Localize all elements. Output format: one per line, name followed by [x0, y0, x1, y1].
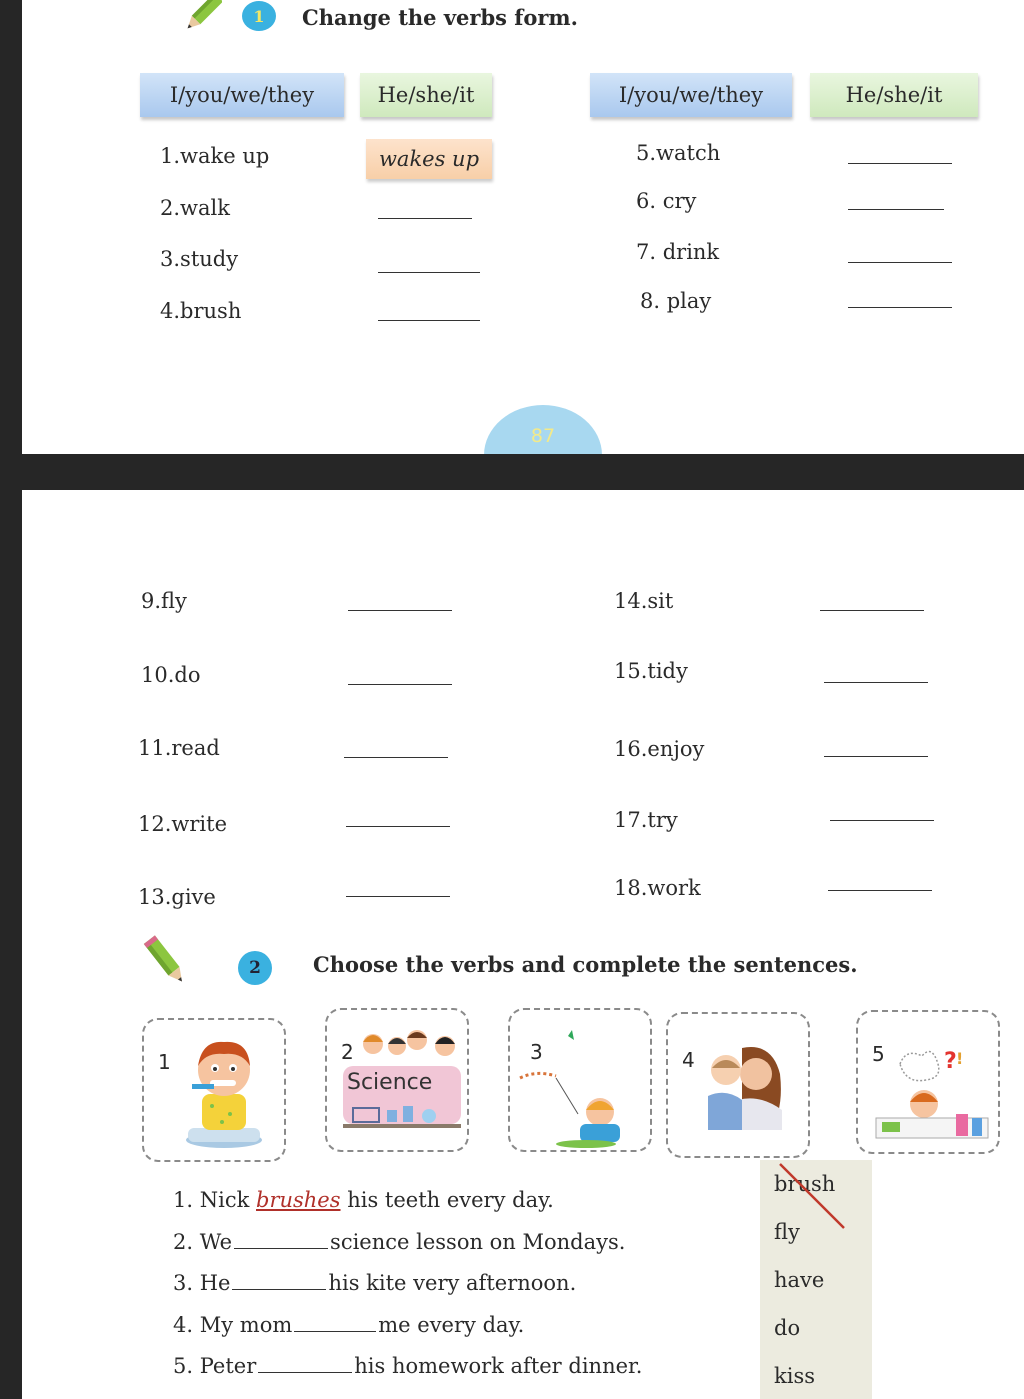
- example-answer: wakes up: [378, 147, 480, 171]
- sentence-subject: Nick: [199, 1188, 250, 1212]
- verb-item: 1.wake up: [160, 144, 270, 168]
- sentence-1: [173, 1188, 554, 1212]
- lab-equipment-icon: [351, 1102, 451, 1124]
- answer-blank[interactable]: [344, 757, 448, 758]
- pencil-icon: [142, 932, 190, 990]
- answer-blank[interactable]: [258, 1372, 352, 1373]
- verb-item: 13.give: [138, 885, 216, 909]
- answer-blank[interactable]: [824, 756, 928, 757]
- word-bank-item: kiss: [774, 1364, 815, 1388]
- answer-blank[interactable]: [824, 682, 928, 683]
- sentence-subject: Peter: [199, 1354, 257, 1378]
- column-header: I/you/we/they: [140, 73, 344, 117]
- boy-brushing-teeth-image: [172, 1028, 276, 1152]
- word-bank-item: brush: [774, 1172, 836, 1196]
- verb-item: 7. drink: [636, 240, 720, 264]
- sentence-subject: We: [199, 1230, 233, 1254]
- section-number-badge: 1: [242, 1, 276, 31]
- strike-through-mark: [776, 1160, 848, 1232]
- picture-number: 3: [530, 1040, 543, 1064]
- verb-item: 6. cry: [636, 189, 697, 213]
- sentence-number: 4.: [173, 1313, 194, 1337]
- picture-number: 2: [341, 1040, 354, 1064]
- answer-blank[interactable]: [348, 610, 452, 611]
- answer-blank[interactable]: [346, 826, 450, 827]
- section-number-badge: 2: [238, 951, 272, 985]
- kids-group-image: [357, 1026, 461, 1066]
- verb-item: 16.enjoy: [614, 737, 705, 761]
- sentence-rest: me every day.: [378, 1313, 525, 1337]
- sentence-rest: his kite very afternoon.: [328, 1271, 577, 1295]
- verb-item: 8. play: [640, 289, 712, 313]
- answer-blank[interactable]: [234, 1248, 328, 1249]
- sentence-rest: his homework after dinner.: [354, 1354, 643, 1378]
- word-bank-item: have: [774, 1268, 825, 1292]
- sentence-3: [173, 1271, 576, 1295]
- picture-card-2: [325, 1008, 469, 1152]
- answer-blank[interactable]: [346, 896, 450, 897]
- answer-blank[interactable]: [348, 684, 452, 685]
- answer-blank[interactable]: [828, 890, 932, 891]
- sentence-2: [173, 1230, 625, 1254]
- sentence-rest: science lesson on Mondays.: [330, 1230, 626, 1254]
- verb-item: 2.walk: [160, 196, 230, 220]
- answer-blank[interactable]: [830, 820, 934, 821]
- verb-item: 17.try: [614, 808, 678, 832]
- answer-blank[interactable]: [848, 163, 952, 164]
- answer-blank[interactable]: [232, 1289, 326, 1290]
- answer-blank[interactable]: [378, 320, 480, 321]
- picture-number: 1: [158, 1050, 171, 1074]
- sentence-number: 1.: [173, 1188, 194, 1212]
- verb-item: 12.write: [138, 812, 227, 836]
- column-header: I/you/we/they: [590, 73, 792, 117]
- answer-blank[interactable]: [294, 1331, 376, 1332]
- answer-blank[interactable]: [378, 218, 472, 219]
- verb-item: 15.tidy: [614, 659, 688, 683]
- picture-number: 5: [872, 1042, 885, 1066]
- sentence-number: 3.: [173, 1271, 194, 1295]
- mother-kissing-child-image: [702, 1040, 788, 1132]
- worksheet-page-top: [22, 0, 1024, 454]
- section-title: Change the verbs form.: [302, 5, 578, 30]
- word-bank-item: do: [774, 1316, 801, 1340]
- verb-item: 10.do: [141, 663, 201, 687]
- column-header: He/she/it: [810, 73, 978, 117]
- science-label: Science: [347, 1070, 433, 1095]
- answer-blank[interactable]: [848, 209, 944, 210]
- sentence-rest: his teeth every day.: [347, 1188, 554, 1212]
- shelf: [343, 1124, 461, 1128]
- verb-item: 14.sit: [614, 589, 674, 613]
- answer-blank[interactable]: [378, 272, 480, 273]
- example-answer-box: [366, 139, 492, 179]
- pencil-icon: [180, 0, 222, 36]
- verb-item: 18.work: [614, 876, 701, 900]
- column-header: He/she/it: [360, 73, 492, 117]
- verb-item: 9.fly: [141, 589, 187, 613]
- page-separator: [0, 454, 1024, 490]
- filled-answer: brushes: [256, 1188, 341, 1212]
- word-bank-item: fly: [774, 1220, 800, 1244]
- picture-card-1: [142, 1018, 286, 1162]
- sentence-number: 2.: [173, 1230, 194, 1254]
- boy-flying-kite-image: [516, 1026, 646, 1148]
- answer-blank[interactable]: [848, 262, 952, 263]
- verb-item: 3.study: [160, 247, 239, 271]
- boy-doing-homework-image: [872, 1034, 994, 1144]
- sentence-5: [173, 1354, 642, 1378]
- sentence-4: [173, 1313, 524, 1337]
- section-title: Choose the verbs and complete the sentences.: [313, 952, 858, 977]
- answer-blank[interactable]: [848, 307, 952, 308]
- picture-card-3: [508, 1008, 652, 1152]
- verb-item: 4.brush: [160, 299, 242, 323]
- answer-blank[interactable]: [820, 610, 924, 611]
- page-number: 87: [530, 425, 556, 447]
- sentence-subject: My mom: [199, 1313, 293, 1337]
- sentence-number: 5.: [173, 1354, 194, 1378]
- verb-item: 5.watch: [636, 141, 721, 165]
- picture-card-4: [666, 1012, 810, 1158]
- verb-item: 11.read: [138, 736, 220, 760]
- picture-card-5: [856, 1010, 1000, 1154]
- svg-text:?: ?: [944, 1049, 957, 1074]
- picture-number: 4: [682, 1048, 695, 1072]
- sentence-subject: He: [199, 1271, 231, 1295]
- svg-text:!: !: [956, 1049, 964, 1068]
